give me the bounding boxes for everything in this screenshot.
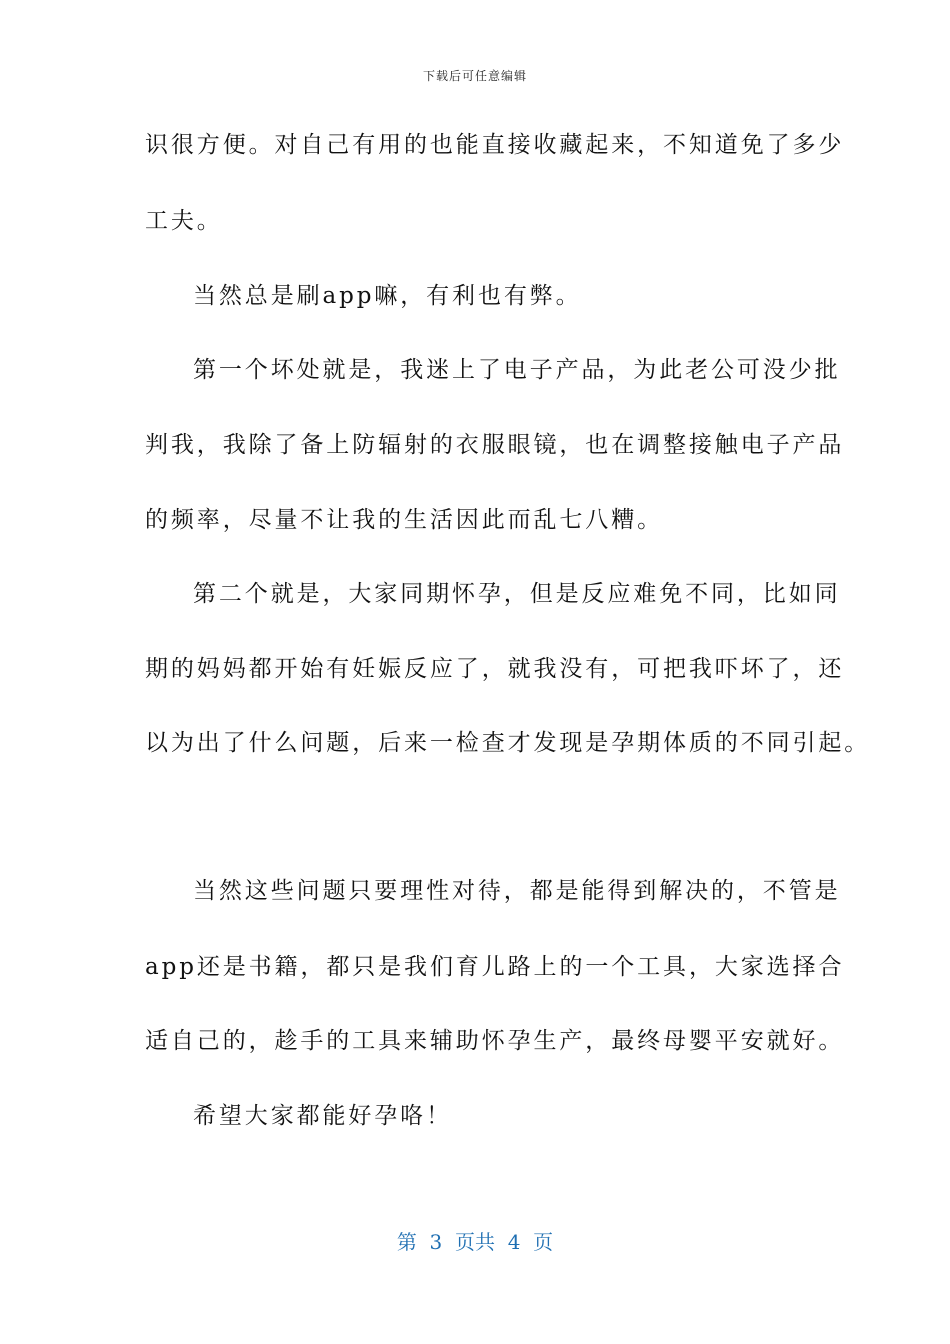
paragraph-line: 希望大家都能好孕咯！ [193,1103,452,1129]
body-line: 工夫。 [145,208,223,234]
body-line: 识很方便。对自己有用的也能直接收藏起来，不知道免了多少 [145,132,845,158]
body-line: 以为出了什么问题，后来一检查才发现是孕期体质的不同引起。 [145,730,871,756]
body-line: 判我，我除了备上防辐射的衣服眼镜，也在调整接触电子产品 [145,432,845,458]
paragraph-line: 当然总是刷app嘛，有利也有弊。 [193,283,582,309]
paragraph-line: 第一个坏处就是，我迷上了电子产品，为此老公可没少批 [193,357,841,383]
page-header: 下载后可任意编辑 [422,69,527,83]
paragraph-line: 当然这些问题只要理性对待，都是能得到解决的，不管是 [193,878,841,904]
page-number-footer: 第 3 页共 4 页 [396,1230,554,1254]
body-line: app还是书籍，都只是我们育儿路上的一个工具，大家选择合 [145,954,845,980]
body-line: 期的妈妈都开始有妊娠反应了，就我没有，可把我吓坏了，还 [145,656,845,682]
body-line: 的频率，尽量不让我的生活因此而乱七八糟。 [145,507,663,533]
body-line: 适自己的，趁手的工具来辅助怀孕生产，最终母婴平安就好。 [145,1028,845,1054]
paragraph-line: 第二个就是，大家同期怀孕，但是反应难免不同，比如同 [193,581,841,607]
